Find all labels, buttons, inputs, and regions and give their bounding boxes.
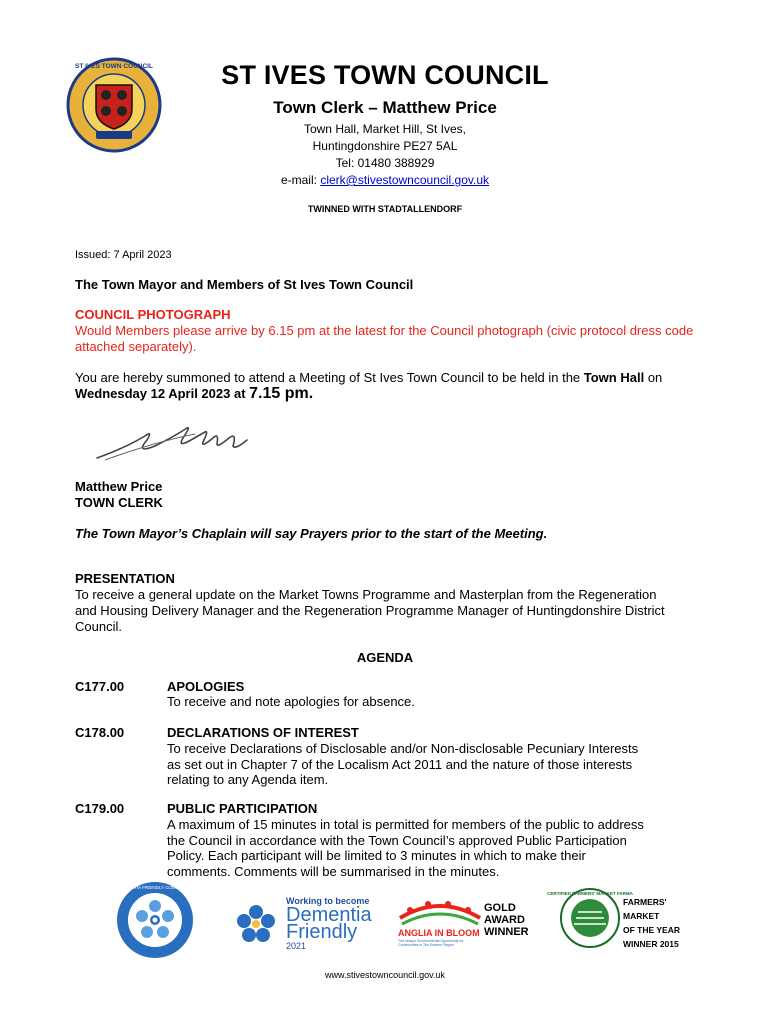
agenda-item-heading: APOLOGIES xyxy=(167,679,245,694)
signer-name: Matthew Price xyxy=(75,479,163,494)
dementia-friendly-logo xyxy=(232,896,382,952)
twinned-note: TWINNED WITH STADTALLENDORF xyxy=(307,204,463,214)
agenda-item-number: C179.00 xyxy=(75,801,125,816)
df-word-2: Friendly xyxy=(286,921,358,943)
presentation-text: To receive a general update on the Market Towns Programme and Masterplan from the Regeneration and Housing Delivery Manager and the Regeneration Programme Manager of Huntingdonshire District Council. xyxy=(75,587,665,634)
crest-icon xyxy=(66,57,162,153)
summons-text-b: on xyxy=(644,370,663,385)
anglia-award xyxy=(484,902,529,938)
address-line-2: Huntingdonshire PE27 5AL xyxy=(312,139,458,153)
anglia-award-2: AWARD xyxy=(484,914,525,926)
forget-me-not-icon xyxy=(232,902,280,946)
photo-text: Would Members please arrive by 6.15 pm at the latest for the Council photograph (civic protocol dress code attached separately). xyxy=(75,323,694,354)
summons-text-a: You are hereby summoned to attend a Meeting of St Ives Town Council to be held in the xyxy=(75,370,584,385)
df-year: 2021 xyxy=(286,941,307,951)
agenda-item-heading: DECLARATIONS OF INTEREST xyxy=(167,725,359,740)
dementia-group-logo xyxy=(99,880,211,960)
email-line xyxy=(160,172,610,189)
farmers-line-3: OF THE YEAR xyxy=(623,925,680,935)
prayers-note: The Town Mayor’s Chaplain will say Prayers prior to the start of the Meeting. xyxy=(75,526,548,541)
summons-time: 7.15 pm. xyxy=(249,385,314,402)
farmers-line-2: MARKET xyxy=(623,911,660,921)
farmers-line-1: FARMERS' xyxy=(623,897,667,907)
council-title: ST IVES TOWN COUNCIL xyxy=(221,60,549,90)
telephone: Tel: 01480 388929 xyxy=(335,156,435,170)
town-clerk-line: Town Clerk – Matthew Price xyxy=(273,98,497,117)
agenda-item-text: To receive and note apologies for absence. xyxy=(167,694,415,709)
presentation-heading: PRESENTATION xyxy=(75,571,175,586)
anglia-sub: The Unique Environmental Opportunity for Communities in The Eastern Region xyxy=(398,939,464,947)
dementia-group-lettering: ST IVES DEMENTIA FRIENDLY COMMUNITY GROUP xyxy=(99,885,211,890)
email-link[interactable]: clerk@stivestowncouncil.gov.uk xyxy=(320,173,490,187)
farmers-line-4: WINNER 2015 xyxy=(623,939,679,949)
farma-badge-lettering: CERTIFIED FARMERS' MARKET FARMA xyxy=(547,891,633,896)
signer-block xyxy=(75,479,163,511)
summons-paragraph xyxy=(75,370,695,402)
addressee: The Town Mayor and Members of St Ives Town Council xyxy=(75,277,414,292)
anglia-award-1: GOLD xyxy=(484,902,516,914)
df-top-line: Working to become xyxy=(286,896,370,906)
crest-lettering: ST IVES TOWN COUNCIL xyxy=(75,63,153,70)
df-word-1: Dementia xyxy=(286,904,372,926)
photo-heading: COUNCIL PHOTOGRAPH xyxy=(75,307,231,322)
anglia-flowers-icon xyxy=(398,896,482,926)
agenda-item-text: To receive Declarations of Disclosable and/or Non-disclosable Pecuniary Interests as set out in Chapter 7 of the Localism Act 2011 and the nature of those interests relating to any Agenda item. xyxy=(167,741,639,787)
agenda-heading: AGENDA xyxy=(356,650,414,665)
anglia-award-3: WINNER xyxy=(484,926,529,938)
agenda-item-number: C178.00 xyxy=(75,725,125,740)
anglia-name: ANGLIA IN BLOOM xyxy=(398,928,480,938)
anglia-in-bloom-logo xyxy=(398,896,538,952)
signer-title: TOWN CLERK xyxy=(75,495,163,510)
council-address xyxy=(160,121,610,189)
agenda-item-text: A maximum of 15 minutes in total is permitted for members of the public to address the Council in accordance with the Town Council’s approved Public Participation Policy. Each participant will be limited to 3 minutes in which to make their comments. Comments will be summarised in the minutes. xyxy=(167,817,644,879)
agenda-item-heading: PUBLIC PARTICIPATION xyxy=(167,801,318,816)
farma-badge-icon xyxy=(547,888,633,948)
address-line-1: Town Hall, Market Hill, St Ives, xyxy=(303,122,467,136)
farmers-market-award xyxy=(623,895,680,951)
summons-place: Town Hall xyxy=(583,370,645,385)
email-label: e-mail: xyxy=(280,173,321,187)
issued-date: Issued: 7 April 2023 xyxy=(75,249,172,261)
agenda-item-number: C177.00 xyxy=(75,679,125,694)
footer-website[interactable]: www.stivestowncouncil.gov.uk xyxy=(325,970,445,980)
summons-date: Wednesday 12 April 2023 at xyxy=(75,386,250,401)
signature-image xyxy=(95,418,255,463)
